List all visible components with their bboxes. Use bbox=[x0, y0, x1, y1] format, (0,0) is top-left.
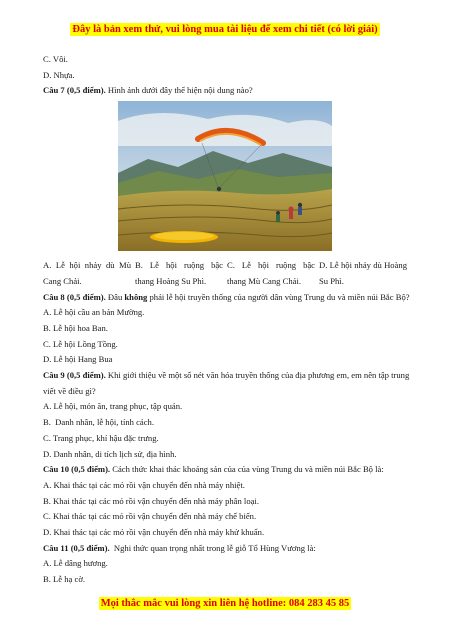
preview-banner-text: Đây là bản xem thử, vui lòng mua tài liệu để xem chi tiết (có lời giải) bbox=[72, 24, 378, 35]
paragliding-terraced-field-photo bbox=[118, 101, 332, 251]
question-8-option-b[interactable]: B. Lễ hội hoa Ban. bbox=[43, 322, 108, 333]
question-9-option-c[interactable]: C. Trang phục, khí hậu đặc trưng. bbox=[43, 432, 159, 443]
question-8-text-before: Đâu bbox=[105, 291, 125, 302]
question-10-option-d[interactable]: D. Khai thác tại các mỏ rồi vận chuyển đến nhà máy khử khuẩn. bbox=[43, 527, 265, 538]
question-7-option-a[interactable]: A. Lễ hội nhảy dù Mù Cang Chải. bbox=[43, 260, 131, 286]
hotline-banner-text: Mọi thắc mắc vui lòng xin liên hệ hotline: 084 283 45 85 bbox=[100, 598, 350, 609]
question-9-option-b[interactable]: B. Danh nhân, lễ hội, tính cách. bbox=[43, 417, 154, 428]
question-10-option-c[interactable]: C. Khai thác tại các mỏ rồi vận chuyển đến nhà máy chế biến. bbox=[43, 511, 257, 522]
question-10-text: Cách thức khai thác khoáng sản của của vùng Trung du và miền núi Bắc Bộ là: bbox=[110, 464, 384, 475]
question-8-option-a[interactable]: A. Lễ hội cầu an bản Mường. bbox=[43, 307, 145, 318]
question-9-label: Câu 9 (0,5 điểm). bbox=[43, 370, 106, 381]
question-10-option-b[interactable]: B. Khai thác tại các mỏ rồi vận chuyển đến nhà máy phân loại. bbox=[43, 495, 259, 506]
question-7-option-c[interactable]: C. Lễ hội ruộng bậc thang Mù Cang Chải. bbox=[227, 260, 315, 286]
question-7-option-d[interactable]: D. Lễ hội nhảy dù Hoàng Su Phì. bbox=[319, 260, 407, 286]
question-8-option-c[interactable]: C. Lễ hội Lồng Tồng. bbox=[43, 338, 118, 349]
preview-banner bbox=[0, 24, 450, 35]
question-7-options bbox=[43, 258, 411, 289]
question-9 bbox=[43, 368, 411, 399]
question-8-text-after: phải lễ hội truyền thống của người dân vùng Trung du và miền núi Bắc Bộ? bbox=[147, 291, 410, 302]
question-7-text: Hình ảnh dưới đây thể hiện nội dung nào? bbox=[105, 85, 253, 96]
question-11-option-b[interactable]: B. Lễ hạ cờ. bbox=[43, 574, 86, 585]
question-7 bbox=[43, 83, 411, 99]
question-8-bold-word: không bbox=[124, 291, 148, 302]
question-11-label: Câu 11 (0,5 điểm). bbox=[43, 542, 110, 553]
hotline-banner bbox=[0, 598, 450, 609]
question-7-image-wrap bbox=[43, 101, 411, 253]
question-8 bbox=[43, 290, 411, 306]
question-11-text: Nghi thức quan trọng nhất trong lễ giỗ Tổ Hùng Vương là: bbox=[109, 542, 316, 553]
question-9-option-d[interactable]: D. Danh nhân, di tích lịch sử, địa hình. bbox=[43, 448, 177, 459]
question-7-option-b[interactable]: B. Lễ hội ruộng bậc thang Hoàng Su Phì. bbox=[135, 260, 223, 286]
question-7-label: Câu 7 (0,5 điểm). bbox=[43, 85, 106, 96]
document-body bbox=[43, 52, 411, 588]
question-10 bbox=[43, 462, 411, 478]
option-c-prev: C. Vôi. bbox=[43, 54, 68, 64]
question-10-label: Câu 10 (0,5 điểm). bbox=[43, 464, 111, 475]
question-9-text: Khi giới thiệu về một số nét văn hóa truyền thống của địa phương em, em nên tập trung viết về điều gì? bbox=[43, 370, 410, 396]
question-10-option-a[interactable]: A. Khai thác tại các mỏ rồi vận chuyển đến nhà máy nhiệt. bbox=[43, 479, 245, 490]
question-8-option-d[interactable]: D. Lễ hội Hang Bua bbox=[43, 354, 113, 365]
question-8-label: Câu 8 (0,5 điểm). bbox=[43, 291, 106, 302]
question-9-option-a[interactable]: A. Lễ hội, món ăn, trang phục, tập quán. bbox=[43, 401, 183, 412]
question-11 bbox=[43, 541, 411, 557]
question-11-option-a[interactable]: A. Lễ dâng hương. bbox=[43, 558, 108, 569]
option-d-prev: D. Nhựa. bbox=[43, 69, 75, 80]
